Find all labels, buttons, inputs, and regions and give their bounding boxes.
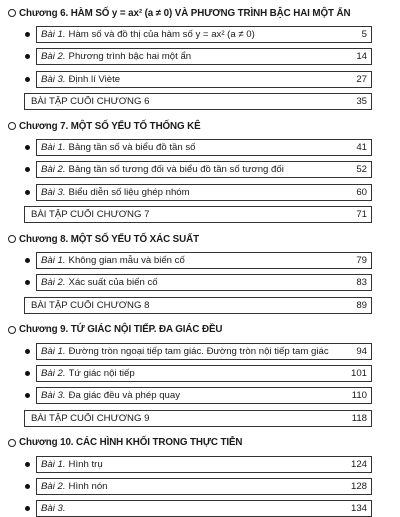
chapter-heading — [20, 434, 392, 452]
lesson-title: Hình trụ — [68, 459, 103, 470]
chapter-heading — [20, 4, 392, 22]
lesson-title: Bảng tần số tương đối và biểu đồ tần số tương đối — [68, 164, 284, 176]
chapter-title: Chương 10. CÁC HÌNH KHỐI TRONG THỰC TIỄN — [19, 437, 243, 449]
page-number: 5 — [361, 29, 367, 41]
page-number: 83 — [356, 277, 367, 289]
lesson-row[interactable] — [36, 161, 372, 178]
lesson-title: Hình nón — [68, 481, 108, 493]
lesson-number: Bài 1. — [41, 346, 66, 357]
lesson-row[interactable] — [36, 139, 372, 156]
chapter-bullet-icon — [8, 122, 16, 130]
page-number: 110 — [351, 390, 367, 402]
page-number: 35 — [356, 95, 367, 107]
lesson-title: Đa giác đều và phép quay — [68, 390, 181, 402]
bullet-dot-icon — [25, 167, 30, 172]
chapter-title: Chương 7. MỘT SỐ YẾU TỐ THỐNG KÊ — [19, 120, 201, 132]
page-number: 128 — [350, 481, 367, 493]
bullet-dot-icon — [25, 280, 30, 285]
review-title: BÀI TẬP CUỐI CHƯƠNG 9 — [31, 412, 150, 424]
review-title: BÀI TẬP CUỐI CHƯƠNG 7 — [31, 208, 150, 220]
lesson-row[interactable] — [36, 252, 372, 269]
lesson-number: Bài 2. — [41, 368, 66, 380]
bullet-dot-icon — [25, 258, 30, 263]
lesson-row[interactable] — [36, 478, 372, 495]
lesson-number: Bài 3. — [41, 73, 66, 85]
page-number: 101 — [350, 368, 367, 380]
chapter-bullet-icon — [8, 9, 16, 17]
lesson-row[interactable] — [36, 343, 372, 360]
review-row[interactable] — [24, 410, 372, 427]
lesson-number: Bài 2. — [41, 277, 66, 289]
bullet-dot-icon — [25, 484, 30, 489]
lesson-row[interactable] — [36, 387, 372, 404]
lesson-title: Biểu diễn số liệu ghép nhóm — [68, 186, 190, 198]
chapter-bullet-icon — [8, 326, 16, 334]
page-number: 71 — [356, 208, 367, 220]
lesson-title: Định lí Viète — [68, 73, 121, 85]
lesson-number: Bài 3. — [41, 186, 66, 198]
bullet-dot-icon — [25, 349, 30, 354]
lesson-row[interactable] — [36, 456, 372, 473]
chapter-title: Chương 8. MỘT SỐ YẾU TỐ XÁC SUẤT — [19, 233, 199, 245]
lesson-title: Hàm số và đồ thị của hàm số y = ax² (a ≠ 0) — [68, 29, 255, 41]
lesson-row[interactable] — [36, 48, 372, 65]
page-number: 27 — [356, 73, 367, 85]
lesson-title: Phương trình bậc hai một ẩn — [68, 51, 192, 63]
chapter-heading — [20, 321, 392, 339]
lesson-title: Đường tròn ngoại tiếp tam giác. Đường tròn nội tiếp tam giác — [68, 346, 329, 357]
lesson-row[interactable] — [36, 71, 372, 88]
chapter-heading — [20, 230, 392, 248]
page-number: 94 — [356, 346, 367, 357]
lesson-title: Xác suất của biến cố — [68, 277, 158, 289]
lesson-number: Bài 2. — [41, 481, 66, 493]
chapter-bullet-icon — [8, 439, 16, 447]
chapter-title: Chương 6. HÀM SỐ y = ax² (a ≠ 0) VÀ PHƯƠNG TRÌNH BẬC HAI MỘT ẨN — [19, 7, 351, 19]
page-number: 118 — [351, 412, 367, 424]
lesson-title: Bảng tần số và biểu đồ tần số — [68, 142, 196, 154]
lesson-number: Bài 1. — [41, 142, 66, 154]
page-number: 89 — [356, 299, 367, 311]
page-number: 52 — [356, 164, 367, 176]
chapter-bullet-icon — [8, 235, 16, 243]
lesson-number: Bài 2. — [41, 51, 66, 63]
lesson-row[interactable] — [36, 274, 372, 291]
lesson-row[interactable] — [36, 500, 372, 517]
page-number: 124 — [350, 459, 367, 470]
bullet-dot-icon — [25, 145, 30, 150]
lesson-number: Bài 3. — [41, 503, 66, 515]
lesson-row[interactable] — [36, 365, 372, 382]
lesson-number: Bài 2. — [41, 164, 66, 176]
bullet-dot-icon — [25, 462, 30, 467]
bullet-dot-icon — [25, 190, 30, 195]
review-row[interactable] — [24, 206, 372, 223]
lesson-title: Không gian mẫu và biến cố — [68, 255, 185, 267]
lesson-number: Bài 1. — [41, 29, 66, 41]
bullet-dot-icon — [25, 506, 30, 511]
lesson-row[interactable] — [36, 184, 372, 201]
chapter-title: Chương 9. TỨ GIÁC NỘI TIẾP. ĐA GIÁC ĐỀU — [19, 324, 223, 336]
lesson-number: Bài 1. — [41, 459, 66, 470]
page-number: 79 — [356, 255, 367, 267]
page-number: 60 — [356, 186, 367, 198]
bullet-dot-icon — [25, 371, 30, 376]
review-row[interactable] — [24, 297, 372, 314]
review-title: BÀI TẬP CUỐI CHƯƠNG 6 — [31, 95, 150, 107]
lesson-number: Bài 1. — [41, 255, 66, 267]
review-title: BÀI TẬP CUỐI CHƯƠNG 8 — [31, 299, 150, 311]
page-number: 134 — [350, 503, 367, 515]
bullet-dot-icon — [25, 54, 30, 59]
page-number: 41 — [356, 142, 367, 154]
bullet-dot-icon — [25, 393, 30, 398]
page-number: 14 — [356, 51, 367, 63]
lesson-row[interactable] — [36, 26, 372, 43]
chapter-heading — [20, 117, 392, 135]
bullet-dot-icon — [25, 77, 30, 82]
bullet-dot-icon — [25, 32, 30, 37]
lesson-number: Bài 3. — [41, 390, 66, 402]
lesson-title: Tứ giác nội tiếp — [68, 368, 135, 380]
review-row[interactable] — [24, 93, 372, 110]
